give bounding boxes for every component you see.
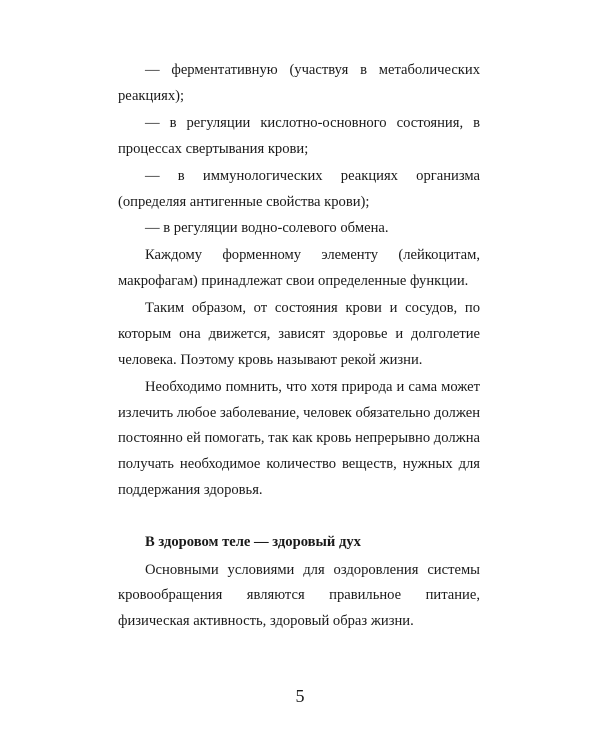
page-number: 5 (295, 686, 305, 706)
section-heading: В здоровом теле — здоровый дух (145, 534, 361, 551)
list-item-water-salt: — в регуляции водно-солевого обмена. (145, 219, 389, 236)
page-body (118, 58, 480, 634)
list-item-acid-base: — в регуляции кислотно-основного состояния, в процессах свертывания крови; (118, 115, 480, 157)
list-item-fermentative: — ферментативную (участвуя в метаболических реакциях); (118, 62, 480, 104)
list-item-immunological: — в иммунологических реакциях организма (определяя антигенные свойства крови); (118, 168, 480, 210)
paragraph-formed-elements: Каждому форменному элементу (лейкоцитам, макрофагам) принадлежат свои определенные функции. (118, 247, 480, 289)
paragraph-main-conditions: Основными условиями для оздоровления системы кровообращения являются правильное питание, физическая активность, здоровый образ жизни. (118, 561, 480, 629)
paragraph-must-remember: Необходимо помнить, что хотя природа и сама может излечить любое заболевание, человек обязательно должен постоянно ей помогать, так как кровь непрерывно должна получать необходимое количество веществ, нужных для поддержания здоровья. (118, 379, 481, 498)
paragraph-blood-vessels: Таким образом, от состояния крови и сосудов, по которым она движется, зависят здоровье и долголетие человека. Поэтому кровь называют рекой жизни. (118, 300, 480, 368)
